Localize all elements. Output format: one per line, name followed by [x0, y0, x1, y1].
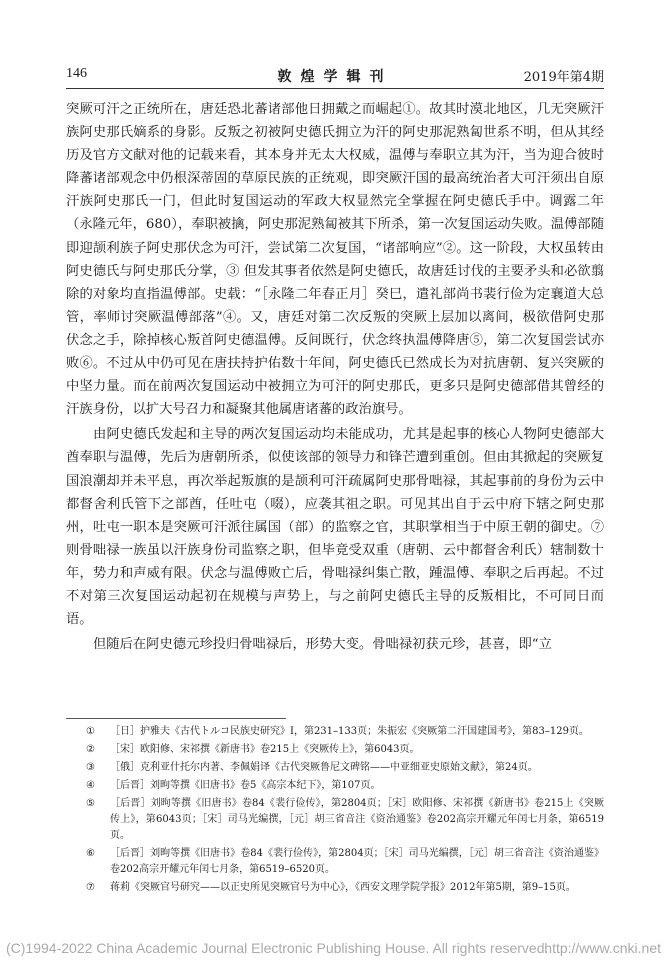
footnote-text: ［后晋］刘昫等撰《旧唐书》卷84《裴行俭传》，第2804页；［宋］司马光编撰，［元］胡三省音注《资治通鉴》卷202高宗开耀元年闰七月条，第6519–6520页。	[110, 848, 604, 875]
page-number: 146	[66, 66, 87, 81]
footnote-number: ①	[86, 726, 95, 737]
footnote-text: ［俄］克利亚什托尔内著、李佩娟译《古代突厥鲁尼文碑铭——中亚细亚史原始文献》，第24页。	[110, 762, 538, 773]
footnote-number: ③	[86, 762, 95, 773]
footnote	[66, 880, 604, 896]
footnote-rule	[66, 718, 286, 719]
footnote	[66, 796, 604, 844]
footnote-text: ［后晋］刘昫等撰《旧唐书》卷84《裴行俭传》，第2804页；［宋］欧阳修、宋祁撰《新唐书》卷215上《突厥传上》，第6043页；［宋］司马光编撰，［元］胡三省音注《资治通鉴》卷202高宗开耀元年闰七月条，第6519页。	[110, 798, 604, 841]
journal-title: 敦煌学辑刊	[277, 69, 393, 85]
footnote-text: ［日］护雅夫《古代トルコ民族史研究》Ⅰ，第231–133页；朱振宏《突厥第二汗国建国考》，第83–129页。	[110, 726, 589, 737]
footnote-number: ⑦	[86, 882, 95, 893]
footnote	[66, 742, 604, 758]
footnote-number: ⑥	[86, 848, 95, 859]
cnki-link[interactable]: http://www.cnki.net	[544, 940, 661, 956]
header-rule	[66, 88, 604, 89]
footnote-number: ④	[86, 780, 95, 791]
footnote-number: ②	[86, 744, 95, 755]
body-paragraph: 由阿史德氏发起和主导的两次复国运动均未能成功，尤其是起事的核心人物阿史德部大酋奉职与温傅，先后为唐朝所杀，似使该部的领导力和锋芒遭到重创。但由其掀起的突厥复国浪潮却并未平息，再次举起叛旗的是颉利可汗疏属阿史那骨咄禄，其起事前的身份为云中都督舍利氏管下之部酋，任吐屯（啜），应袭其祖之职。可见其出自于云中府下辖之阿史那州，吐屯一职本是突厥可汗派往属国（部）的监察之官，其职掌相当于中原王朝的御史。⑦ 则骨咄禄一族虽以汗族身份司监察之职，但毕竟受双重（唐朝、云中都督舍利氏）辖制数十年，势力和声威有限。伏念与温傅败亡后，骨咄禄纠集亡散，踵温傅、奉职之后再起。不过不对第三次复国运动起初在规模与声势上，与之前阿史德氏主导的反叛相比，不可同日而语。	[66, 427, 604, 628]
footnote-text: ［宋］欧阳修、宋祁撰《新唐书》卷215上《突厥传上》，第6043页。	[110, 744, 420, 755]
footnote-text: ［后晋］刘昫等撰《旧唐书》卷5《高宗本纪下》，第107页。	[110, 780, 381, 791]
body-paragraph: 突厥可汗之正统所在，唐廷恐北蕃诸部他日拥戴之而崛起①。故其时漠北地区，几无突厥汗族阿史那氏嫡系的身影。反叛之初被阿史德氏拥立为汗的阿史那泥熟匐世系不明，但从其经历及官方文献对他的记载来看，其本身并无太大权威，温傅与奉职立其为汗，当为迎合彼时降蕃诸部观念中仍根深蒂固的草原民族的正统观，即突厥汗国的最高统治者大可汗须出自原汗族阿史那氏一门，但此时复国运动的军政大权显然完全掌握在阿史德氏手中。调露二年（永隆元年，680），奉职被擒，阿史那泥熟匐被其下所杀，第一次复国运动失败。温傅部随即迎颉利族子阿史那伏念为可汗，尝试第二次复国，“诸部响应”②。这一阶段，大权虽转由阿史德氏与阿史那氏分掌，③ 但发其事者依然是阿史德氏，故唐廷讨伐的主要矛头和必欲翦除的对象均直指温傅部。史载：“［永隆二年春正月］癸巳，遣礼部尚书裴行俭为定襄道大总管，率师讨突厥温傅部落”④。又，唐廷对第二次反叛的突厥上层加以离间，极欲借阿史那伏念之手，除掉核心叛首阿史德温傅。反间既行，伏念终执温傅降唐⑤，第二次复国尝试亦败⑥。不过从中仍可见在唐扶持护佑数十年间，阿史德氏已然成长为对抗唐朝、复兴突厥的中坚力量。而在前两次复国运动中被拥立为可汗的阿史那氏，更多只是阿史德部借其曾经的汗族身份，以扩大号召力和凝聚其他属唐诸蕃的政治旗号。	[66, 102, 604, 418]
body-paragraph: 但随后在阿史德元珍投归骨咄禄后，形势大变。骨咄禄初获元珍，甚喜，即“立	[93, 637, 552, 653]
page-header	[66, 66, 604, 86]
footnote	[66, 778, 604, 794]
footnotes	[66, 724, 604, 898]
footnote	[66, 760, 604, 776]
footnote	[66, 846, 604, 878]
copyright-text: (C)1994-2022 China Academic Journal Electronic Publishing House. All rights reserved.	[6, 940, 549, 956]
issue-label: 2019年第4期	[523, 70, 604, 85]
footnote-number: ⑤	[86, 798, 95, 809]
article-body	[66, 98, 604, 658]
footnote	[66, 724, 604, 740]
footnote-text: 蒋莉《突厥官号研究——以正史所见突厥官号为中心》，《西安文理学院学报》2012年第5期，第9–15页。	[110, 882, 576, 893]
